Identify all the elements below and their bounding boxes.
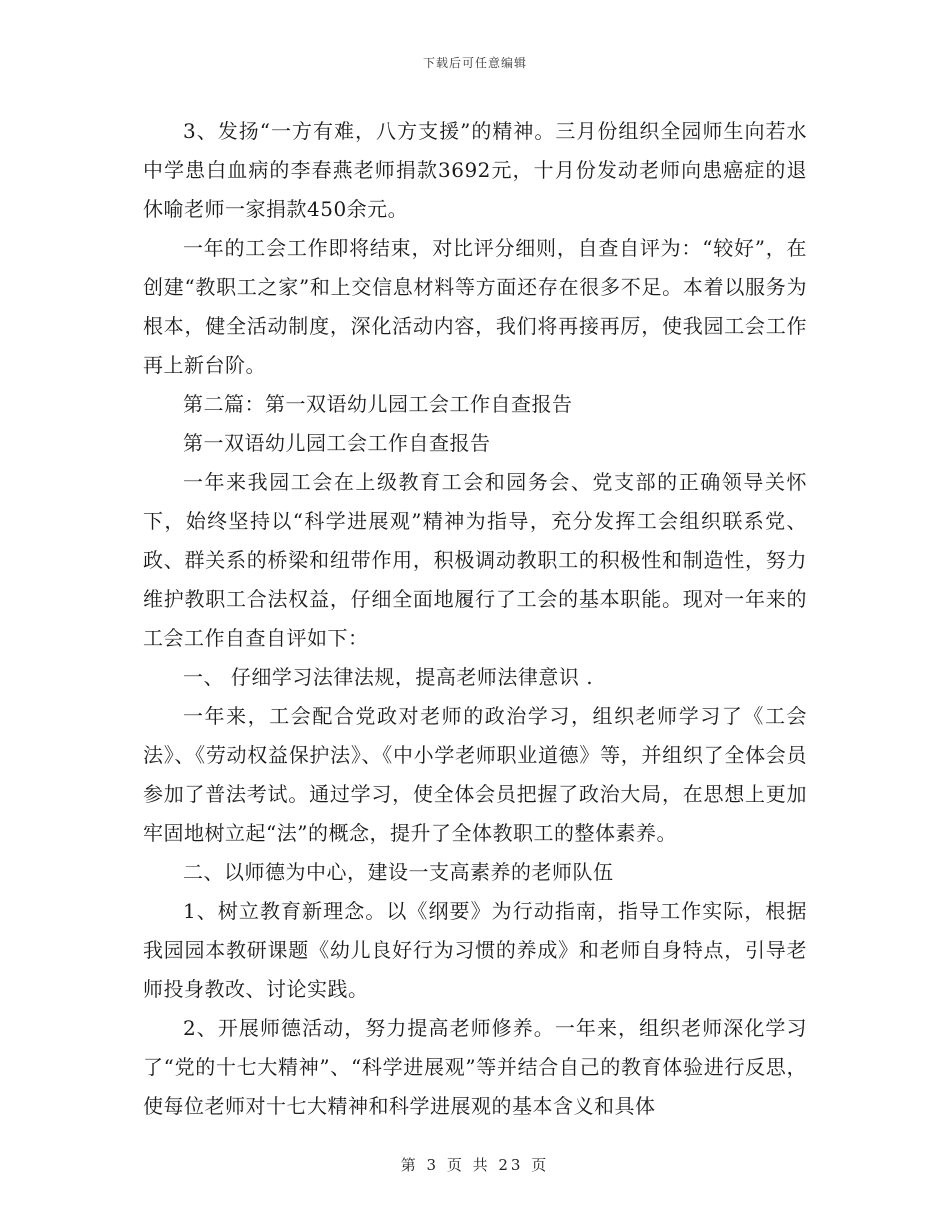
document-body: [143, 112, 807, 1126]
paragraph: 一年来，工会配合党政对老师的政治学习，组织老师学习了《工会法》、《劳动权益保护法》、《中小学老师职业道德》等，并组织了全体会员参加了普法考试。通过学习，使全体会员把握了政治大局，在思想上更加牢固地树立起“法”的概念，提升了全体教职工的整体素养。: [143, 704, 807, 845]
paragraph: 2、开展师德活动，努力提高老师修养。一年来，组织老师深化学习了“党的十七大精神”、“科学进展观”等并结合自己的教育体验进行反思，使每位老师对十七大精神和科学进展观的基本含义和具体: [143, 1016, 807, 1118]
paragraph: 一年的工会工作即将结束，对比评分细则，自查自评为：“较好”，在创建“教职工之家”和上交信息材料等方面还存在很多不足。本着以服务为根本，健全活动制度，深化活动内容，我们将再接再厉，使我园工会工作再上新台阶。: [143, 236, 807, 377]
paragraph: 3、发扬“一方有难，八方支援”的精神。三月份组织全园师生向若水中学患白血病的李春燕老师捐款3692元，十月份发动老师向患癌症的退休喻老师一家捐款450余元。: [143, 119, 807, 221]
page-number: 第 3 页 共 23 页: [400, 1156, 550, 1174]
paragraph: 1、树立教育新理念。以《纲要》为行动指南，指导工作实际，根据我园园本教研课题《幼儿良好行为习惯的养成》和老师自身特点，引导老师投身教改、讨论实践。: [143, 899, 807, 1001]
section-heading: 二、以师德为中心，建设一支高素养的老师队伍: [183, 860, 614, 884]
section-heading: 一、 仔细学习法律法规，提高老师法律意识 .: [183, 665, 594, 689]
page-header: 下载后可任意编辑: [422, 56, 527, 70]
paragraph: 一年来我园工会在上级教育工会和园务会、党支部的正确领导关怀下，始终坚持以“科学进展观”精神为指导，充分发挥工会组织联系党、政、群关系的桥梁和纽带作用，积极调动教职工的积极性和制造性，努力维护教职工合法权益，仔细全面地履行了工会的基本职能。现对一年来的工会工作自查自评如下：: [143, 470, 807, 650]
report-title: 第一双语幼儿园工会工作自查报告: [183, 431, 491, 455]
section-title: 第二篇：第一双语幼儿园工会工作自查报告: [183, 392, 573, 416]
